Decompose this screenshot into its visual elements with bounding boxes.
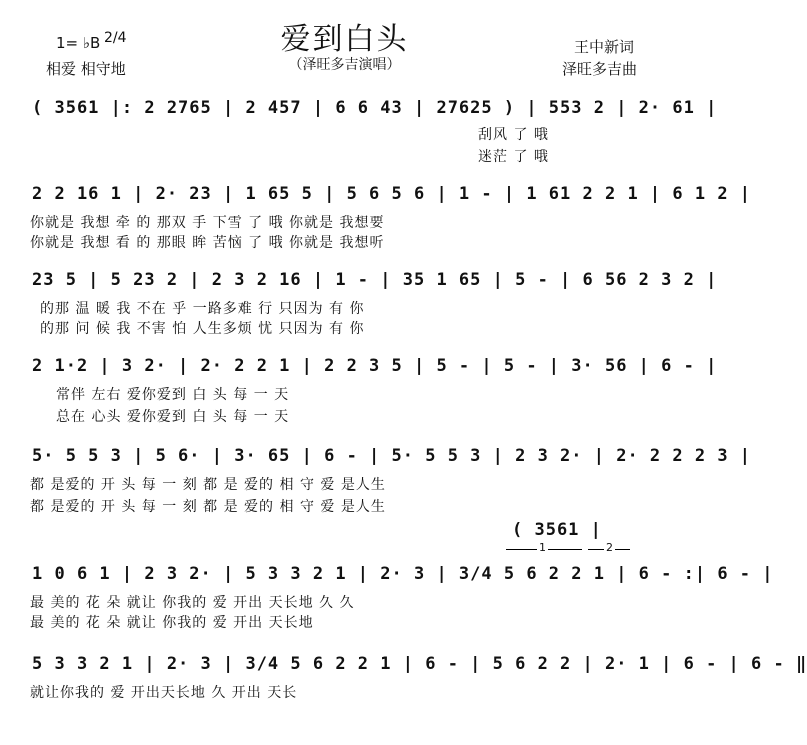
notation-line-1: ( 3561 |: 2 2765 | 2 457 | 6 6 43 | 27625 ) | 553 2 | 2· 61 | [32, 98, 718, 118]
lyricist-credit: 王中新词 [574, 38, 635, 56]
notation-line-4: 2 1·2 | 3 2· | 2· 2 2 1 | 2 2 3 5 | 5 - | 5 - | 3· 56 | 6 - | [32, 356, 718, 376]
page-title: 爱到白头 [280, 22, 409, 57]
lyric-line-5a: 都 是爱的 开 头 每 一 刻 都 是 爱的 相 守 爱 是人生 [30, 477, 386, 493]
lyric-line-3b: 的那 问 候 我 不害 怕 人生多烦 忧 只因为 有 你 [40, 321, 365, 337]
lyric-line-1a: 刮风 了 哦 [478, 127, 549, 143]
notation-line-6: 1 0 6 1 | 2 3 2· | 5 3 3 2 1 | 2· 3 | 3/4 5 6 2 2 1 | 6 - :| 6 - | [32, 564, 774, 584]
time-signature: 2/4 [104, 30, 127, 46]
lyric-line-1b: 迷茫 了 哦 [478, 149, 549, 165]
notation-line-2: 2 2 16 1 | 2· 23 | 1 65 5 | 5 6 5 6 | 1 - | 1 61 2 2 1 | 6 1 2 | [32, 184, 752, 204]
subtitle-note: 相爱 相守地 [46, 60, 126, 78]
lyric-line-6a: 最 美的 花 朵 就让 你我的 爱 开出 天长地 久 久 [30, 595, 355, 611]
lyric-line-4a: 常伴 左右 爱你爱到 白 头 每 一 天 [56, 387, 290, 403]
singer-credit: （泽旺多吉演唱） [288, 57, 401, 73]
volta-1-label: 1 [539, 541, 546, 554]
notation-line-3: 23 5 | 5 23 2 | 2 3 2 16 | 1 - | 35 1 65 | 5 - | 6 56 2 3 2 | [32, 270, 718, 290]
lyric-line-4b: 总在 心头 爱你爱到 白 头 每 一 天 [56, 409, 290, 425]
lyric-line-5b: 都 是爱的 开 头 每 一 刻 都 是 爱的 相 守 爱 是人生 [30, 499, 386, 515]
lyric-line-2b: 你就是 我想 看 的 那眼 眸 苦恼 了 哦 你就是 我想听 [30, 235, 385, 251]
lyric-line-3a: 的那 温 暖 我 不在 乎 一路多难 行 只因为 有 你 [40, 301, 365, 317]
key-signature: 1= ♭B [56, 34, 101, 52]
lyric-line-7a: 就让你我的 爱 开出天长地 久 开出 天长 [30, 685, 298, 701]
repeat-intro-notes: ( 3561 | [512, 520, 602, 540]
volta-2-label: 2 [606, 541, 613, 554]
lyric-line-2a: 你就是 我想 牵 的 那双 手 下雪 了 哦 你就是 我想要 [30, 215, 385, 231]
notation-line-7: 5 3 3 2 1 | 2· 3 | 3/4 5 6 2 2 1 | 6 - | 5 6 2 2 | 2· 1 | 6 - | 6 - ‖ [32, 654, 807, 674]
notation-line-5: 5· 5 5 3 | 5 6· | 3· 65 | 6 - | 5· 5 5 3 | 2 3 2· | 2· 2 2 2 3 | [32, 446, 752, 466]
lyric-line-6b: 最 美的 花 朵 就让 你我的 爱 开出 天长地 [30, 615, 314, 631]
composer-credit: 泽旺多吉曲 [562, 60, 638, 78]
